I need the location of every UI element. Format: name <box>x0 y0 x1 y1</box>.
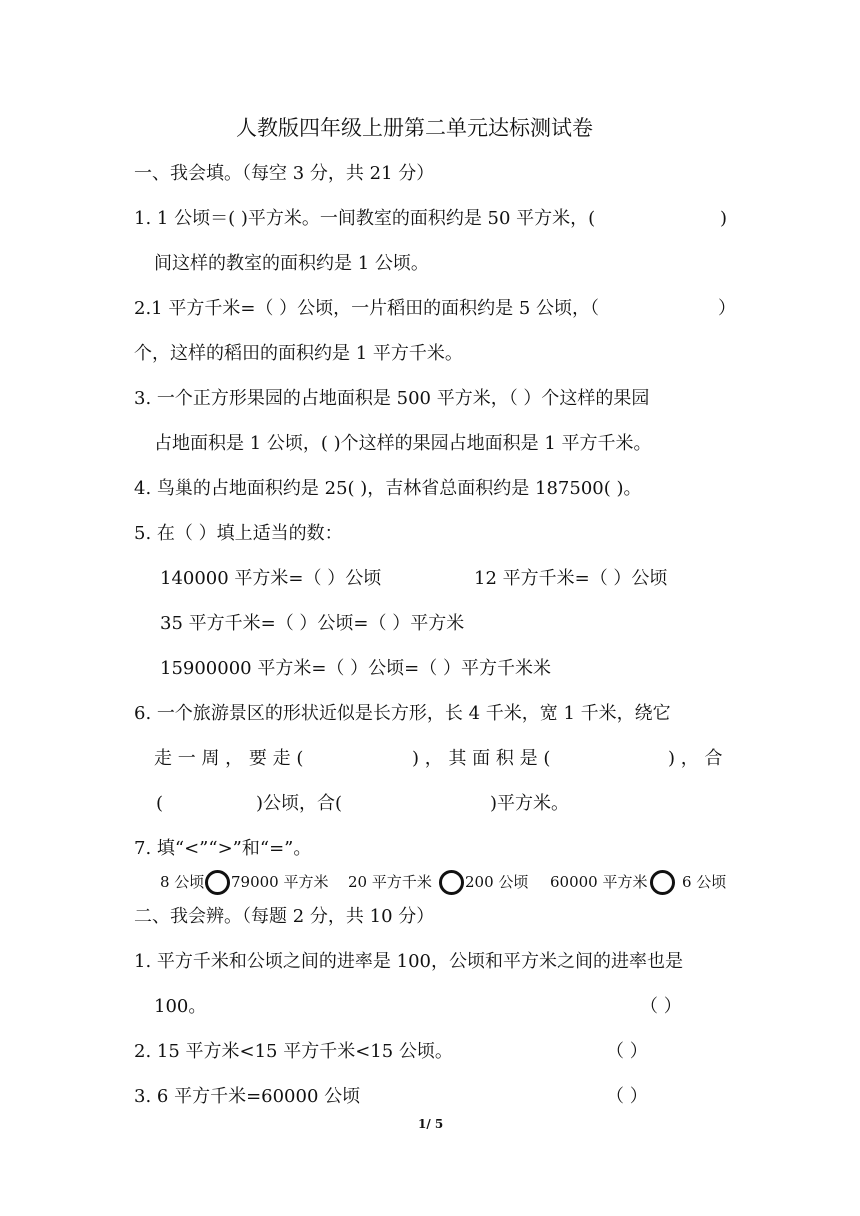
q2-line1: 2.1 平方千米=（ ）公顷，一片稻田的面积约是 5 公顷，（ <box>134 298 600 319</box>
judge-q3-answer-paren[interactable]: （ ） <box>606 1086 648 1107</box>
q2-line1-paren-close: ） <box>718 298 736 319</box>
q1-line1-paren-close: ) <box>720 208 728 229</box>
q7-compare2-left: 20 平方千米 <box>348 873 432 891</box>
q7-compare3-right: 6 公顷 <box>682 873 727 891</box>
section-1-heading: 一、我会填。（每空 3 分，共 21 分） <box>134 163 435 184</box>
judge-q1-line2: 100。 <box>154 996 207 1017</box>
judge-q2: 2. 15 平方米<15 平方千米<15 公顷。 <box>134 1041 453 1062</box>
judge-q3: 3. 6 平方千米=60000 公顷 <box>134 1086 361 1107</box>
judge-q2-answer-paren[interactable]: （ ） <box>606 1041 648 1062</box>
q7-compare2-right: 200 公顷 <box>465 873 529 891</box>
q7-stem: 7. 填“<”“>”和“=”。 <box>134 838 312 859</box>
q5-row2: 35 平方千米=（ ）公顷=（ ）平方米 <box>160 613 465 634</box>
compare-circle-1[interactable] <box>205 870 230 895</box>
q6-line2-a: 走 一 周 ， 要 走 ( <box>154 748 304 769</box>
q7-compare1-left: 8 公顷 <box>160 873 205 891</box>
q7-compare3-left: 60000 平方米 <box>550 873 648 891</box>
q6-line3-a: ( <box>156 793 164 814</box>
q4: 4. 鸟巢的占地面积约是 25( )，吉林省总面积约是 187500( )。 <box>134 478 642 499</box>
q3-line2: 占地面积是 1 公顷，( )个这样的果园占地面积是 1 平方千米。 <box>154 433 652 454</box>
q1-line2: 间这样的教室的面积约是 1 公顷。 <box>154 253 429 274</box>
q7-compare1-right: 79000 平方米 <box>231 873 329 891</box>
compare-circle-3[interactable] <box>650 870 675 895</box>
q1-line1: 1. 1 公顷＝( )平方米。一间教室的面积约是 50 平方米，( <box>134 208 596 229</box>
compare-circle-2[interactable] <box>439 870 464 895</box>
q5-row1-a: 140000 平方米=（ ）公顷 <box>160 568 382 589</box>
q6-line1: 6. 一个旅游景区的形状近似是长方形，长 4 千米，宽 1 千米，绕它 <box>134 703 671 724</box>
judge-q1-line1: 1. 平方千米和公顷之间的进率是 100，公顷和平方米之间的进率也是 <box>134 951 683 972</box>
page-number: 1/ 5 <box>418 1117 444 1131</box>
q6-line3-c: )平方米。 <box>490 793 570 814</box>
page-title: 人教版四年级上册第二单元达标测试卷 <box>236 116 593 140</box>
judge-q1-answer-paren[interactable]: （ ） <box>640 996 682 1017</box>
q6-line3-b: )公顷，合( <box>256 793 343 814</box>
section-2-heading: 二、我会辨。（每题 2 分，共 10 分） <box>134 906 435 927</box>
q6-line2-b: ) ， 其 面 积 是 ( <box>412 748 551 769</box>
q2-line2: 个，这样的稻田的面积约是 1 平方千米。 <box>134 343 463 364</box>
q5-stem: 5. 在（ ）填上适当的数： <box>134 523 343 544</box>
q5-row3: 15900000 平方米=（ ）公顷=（ ）平方千米米 <box>160 658 551 679</box>
q5-row1-b: 12 平方千米=（ ）公顷 <box>474 568 668 589</box>
q3-line1: 3. 一个正方形果园的占地面积是 500 平方米，（ ）个这样的果园 <box>134 388 650 409</box>
q6-line2-c: ) ， 合 <box>668 748 723 769</box>
